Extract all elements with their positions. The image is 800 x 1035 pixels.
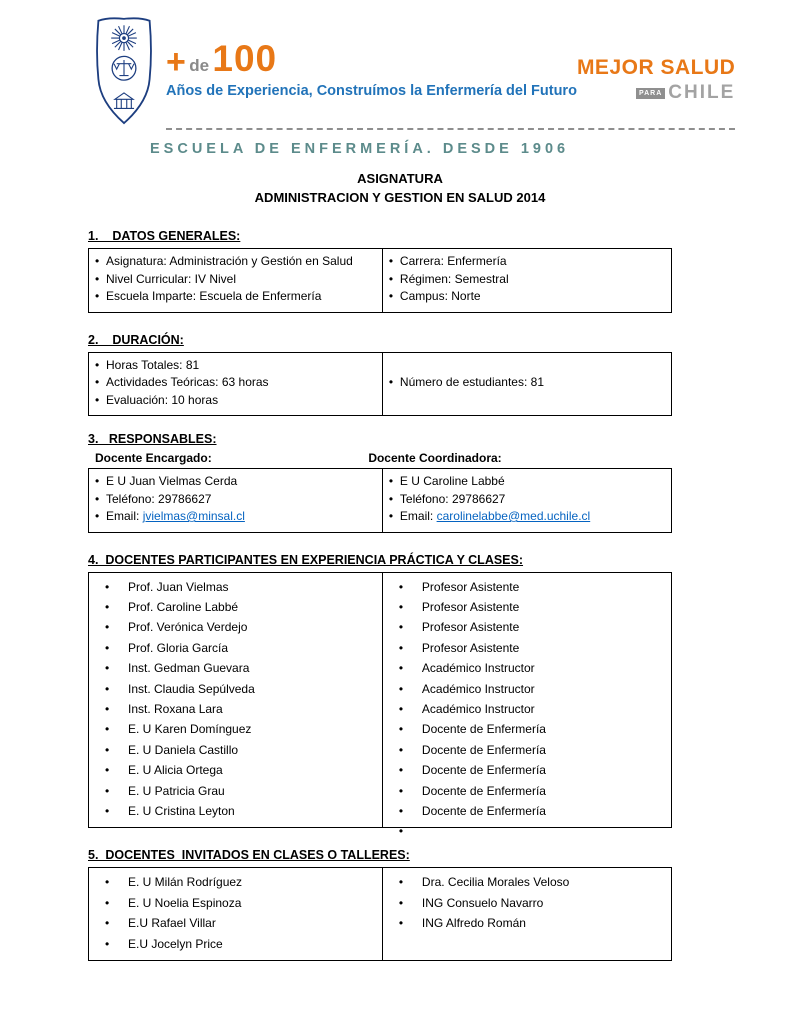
bullet-item: • Prof. Caroline Labbé (95, 597, 376, 617)
document-content (88, 229, 672, 961)
subheading-docente-encargado: Docente Encargado: (95, 451, 212, 465)
bullet-item: • E.U Rafael Villar (95, 913, 376, 933)
bullet-item: • Docente de Enfermería (389, 801, 665, 821)
bullet-item: • Asignatura: Administración y Gestión en Salud (95, 253, 376, 271)
university-crest-logo (92, 12, 156, 133)
duracion-table (88, 352, 672, 417)
duracion-right-list (389, 374, 544, 392)
bullet-item: • Inst. Claudia Sepúlveda (95, 679, 376, 699)
bullet-item: • Docente de Enfermería (389, 781, 665, 801)
bullet-item: • ING Alfredo Román (389, 913, 665, 933)
docentes-participantes-roles-cell (383, 573, 671, 828)
responsables-encargado-cell (89, 469, 383, 532)
datos-generales-right-list (389, 253, 665, 306)
bullet-item: • E. U Daniela Castillo (95, 740, 376, 760)
section-docentes-invitados (88, 848, 672, 961)
docentes-participantes-table (88, 572, 672, 829)
bullet-item: • Horas Totales: 81 (95, 357, 376, 375)
plus-sign: + (166, 43, 186, 81)
bullet-item: • Inst. Roxana Lara (95, 699, 376, 719)
bullet-item: • E. U Alicia Ortega (95, 760, 376, 780)
bullet-item: • Académico Instructor (389, 699, 665, 719)
responsables-coordinadora-cell (383, 469, 671, 532)
bullet-item: • Profesor Asistente (389, 638, 665, 658)
plus-de-100-logo (166, 40, 577, 79)
responsables-table (88, 468, 672, 533)
bullet-item: • E.U Jocelyn Price (95, 934, 376, 954)
bullet-item: • Profesor Asistente (389, 617, 665, 637)
bullet-item: • Académico Instructor (389, 679, 665, 699)
coordinadora-name: • E U Caroline Labbé (389, 473, 665, 491)
university-crest-icon (92, 12, 156, 130)
bullet-item: • Prof. Gloria García (95, 638, 376, 658)
bullet-item: • E. U Cristina Leyton (95, 801, 376, 821)
bullet-item: • Profesor Asistente (389, 577, 665, 597)
bullet-item: • Docente de Enfermería (389, 740, 665, 760)
bullet-item: • Escuela Imparte: Escuela de Enfermería (95, 288, 376, 306)
brand-left (166, 40, 577, 104)
coordinadora-email-label: Email: (399, 509, 437, 523)
document-title (0, 169, 800, 207)
bullet-item: • Carrera: Enfermería (389, 253, 665, 271)
bullet-item: • ING Consuelo Navarro (389, 893, 665, 913)
bullet-item: • Docente de Enfermería (389, 719, 665, 739)
docentes-participantes-names-cell (89, 573, 383, 828)
duracion-right-cell (383, 353, 671, 416)
mejor-salud-text: MEJOR SALUD (576, 56, 736, 79)
docentes-invitados-right-list (389, 872, 665, 933)
bullet-item: • Académico Instructor (389, 658, 665, 678)
section-datos-generales (88, 229, 672, 313)
docentes-participantes-roles-list (389, 577, 665, 822)
para-badge: PARA (636, 88, 665, 99)
school-banner: ESCUELA DE ENFERMERÍA. DESDE 1906 (150, 141, 570, 157)
encargado-email-label: Email: (106, 509, 143, 523)
encargado-name: • E U Juan Vielmas Cerda (95, 473, 376, 491)
responsables-subheadings (88, 451, 672, 465)
datos-generales-left-list (95, 253, 376, 306)
docentes-participantes-names-list (95, 577, 376, 822)
chile-text: CHILE (668, 82, 736, 103)
section-responsables (88, 432, 672, 533)
bullet-item: • Docente de Enfermería (389, 760, 665, 780)
letterhead-main (166, 12, 735, 130)
coordinadora-phone: • Teléfono: 29786627 (389, 491, 665, 509)
bullet-item: • E. U Karen Domínguez (95, 719, 376, 739)
hundred-text: 100 (212, 38, 278, 79)
docentes-invitados-left-list (95, 872, 376, 954)
bullet-item: • Campus: Norte (389, 288, 665, 306)
section-heading-responsables: 3. RESPONSABLES: (88, 432, 217, 446)
dashed-divider (166, 128, 735, 130)
bullet-item: • Prof. Juan Vielmas (95, 577, 376, 597)
coordinadora-email-line (389, 508, 665, 526)
bullet-item: • Régimen: Semestral (389, 271, 665, 289)
bullet-item: • Inst. Gedman Guevara (95, 658, 376, 678)
para-chile-lockup (577, 82, 735, 104)
section-heading-duracion: 2. DURACIÓN: (88, 332, 184, 347)
docentes-invitados-right-cell (383, 868, 671, 960)
section-duracion (88, 333, 672, 417)
datos-generales-left-cell (89, 249, 383, 312)
encargado-phone: • Teléfono: 29786627 (95, 491, 376, 509)
title-line-2: ADMINISTRACION Y GESTION EN SALUD 2014 (254, 190, 546, 205)
bullet-item: • Actividades Teóricas: 63 horas (95, 374, 376, 392)
subheading-docente-coordinadora: Docente Coordinadora: (368, 451, 502, 465)
datos-generales-table (88, 248, 672, 313)
bullet-item: • E. U Patricia Grau (95, 781, 376, 801)
bullet-item: • Dra. Cecilia Morales Veloso (389, 872, 665, 892)
duracion-left-cell (89, 353, 383, 416)
docentes-invitados-table (88, 867, 672, 961)
bullet-item: • Nivel Curricular: IV Nivel (95, 271, 376, 289)
title-line-1: ASIGNATURA (357, 171, 443, 186)
bullet-item: • Prof. Verónica Verdejo (95, 617, 376, 637)
bullet-item: • Profesor Asistente (389, 597, 665, 617)
letterhead (0, 0, 800, 133)
docentes-invitados-left-cell (89, 868, 383, 960)
bullet-item: • E. U Milán Rodríguez (95, 872, 376, 892)
coordinadora-email-link[interactable]: carolinelabbe@med.uchile.cl (436, 509, 591, 523)
de-text: de (189, 56, 210, 75)
section-heading-docentes-participantes: 4. DOCENTES PARTICIPANTES EN EXPERIENCIA PRÁCTICA Y CLASES: (88, 552, 524, 567)
encargado-email-line (95, 508, 376, 526)
section-heading-docentes-invitados: 5. DOCENTES INVITADOS EN CLASES O TALLERES: (88, 848, 410, 863)
duracion-left-list (95, 357, 376, 410)
encargado-email-link[interactable]: jvielmas@minsal.cl (142, 509, 245, 523)
datos-generales-right-cell (383, 249, 671, 312)
bullet-item: • Evaluación: 10 horas (95, 392, 376, 410)
tagline: Años de Experiencia, Construímos la Enfermería del Futuro (166, 83, 577, 99)
section-heading-datos-generales: 1. DATOS GENERALES: (88, 229, 241, 243)
brand-right (577, 56, 735, 104)
section-docentes-participantes (88, 553, 672, 829)
bullet-item: • E. U Noelia Espinoza (95, 893, 376, 913)
bullet-item: • Número de estudiantes: 81 (389, 374, 544, 392)
